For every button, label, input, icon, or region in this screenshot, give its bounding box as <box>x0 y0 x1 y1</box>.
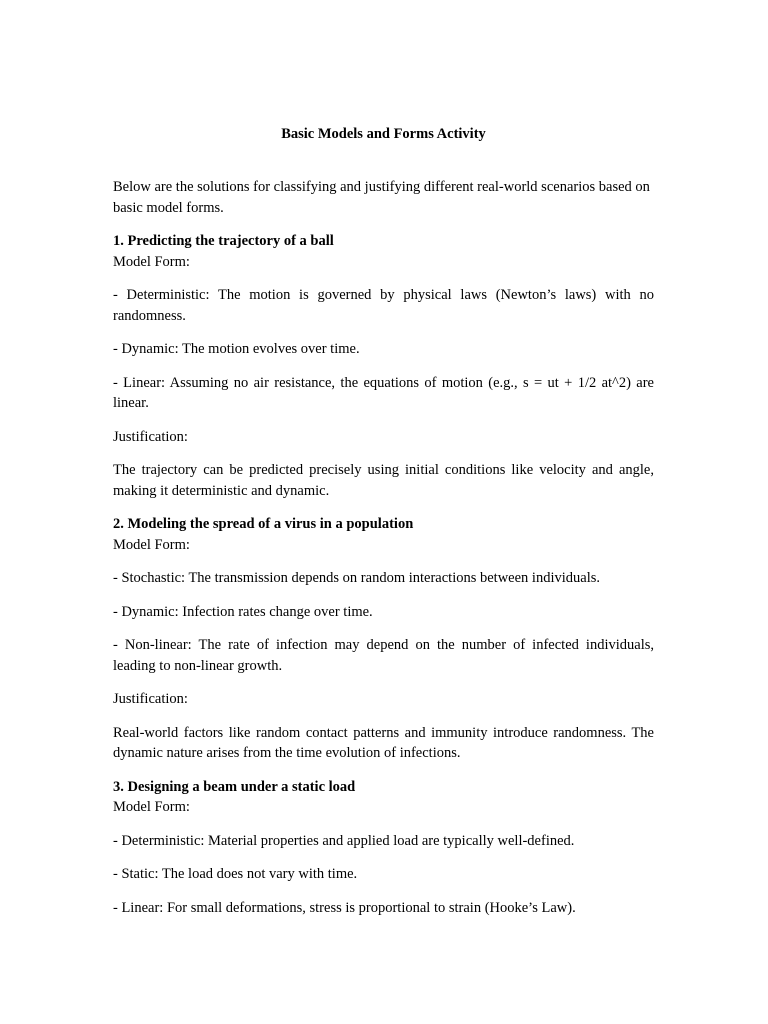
model-point: - Linear: Assuming no air resistance, the equations of motion (e.g., s = ut + 1/2 at^2) are linear. <box>113 374 654 411</box>
section-3 <box>113 777 654 919</box>
section-1 <box>113 231 654 501</box>
document-title: Basic Models and Forms Activity <box>281 126 486 142</box>
model-form-label: Model Form: <box>113 799 190 815</box>
justification-text: Real-world factors like random contact patterns and immunity introduce randomness. The dynamic nature arises from the time evolution of infections. <box>113 724 654 761</box>
model-point: - Deterministic: Material properties and applied load are typically well-defined. <box>113 832 575 849</box>
intro-paragraph: Below are the solutions for classifying and justifying different real-world scenarios based on basic model forms. <box>113 179 650 216</box>
model-form-label: Model Form: <box>113 253 190 270</box>
model-point: - Deterministic: The motion is governed by physical laws (Newton’s laws) with no randomness. <box>113 287 654 324</box>
section-heading: 3. Designing a beam under a static load <box>113 778 356 795</box>
model-point: - Linear: For small deformations, stress is proportional to strain (Hooke’s Law). <box>113 899 576 916</box>
justification-text: The trajectory can be predicted precisely using initial conditions like velocity and angle, making it deterministic and dynamic. <box>113 462 654 499</box>
justification-label: Justification: <box>113 691 188 707</box>
model-point: - Static: The load does not vary with time. <box>113 866 358 882</box>
section-heading: 2. Modeling the spread of a virus in a population <box>113 516 414 532</box>
justification-label: Justification: <box>113 428 188 445</box>
document-body <box>113 177 654 931</box>
section-heading: 1. Predicting the trajectory of a ball <box>113 233 334 249</box>
model-point: - Dynamic: The motion evolves over time. <box>113 341 360 357</box>
model-point: - Dynamic: Infection rates change over time. <box>113 603 373 620</box>
model-point: - Stochastic: The transmission depends on random interactions between individuals. <box>113 570 600 586</box>
model-point: - Non-linear: The rate of infection may depend on the number of infected individuals, leading to non-linear growth. <box>113 637 654 674</box>
model-form-label: Model Form: <box>113 536 190 553</box>
section-2 <box>113 514 654 764</box>
